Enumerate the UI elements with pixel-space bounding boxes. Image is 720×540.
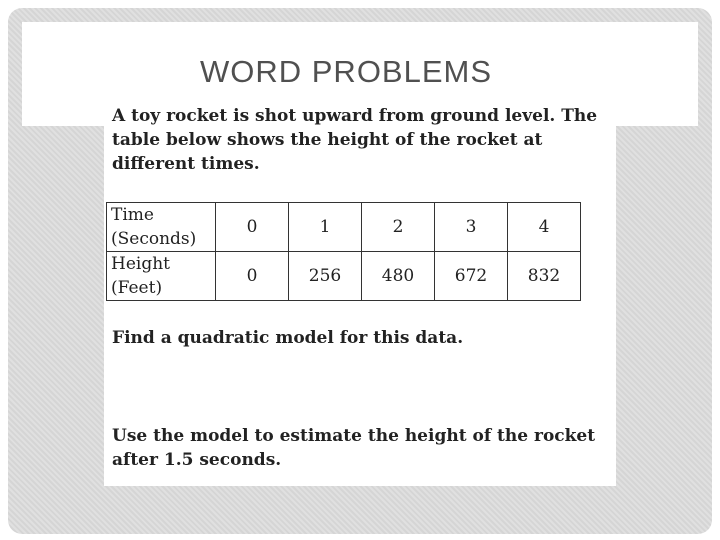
table-row: [107, 252, 581, 301]
table-cell: 0: [216, 252, 289, 301]
question-find-model: Find a quadratic model for this data.: [112, 328, 464, 348]
table-row: [107, 203, 581, 252]
table-cell: 480: [362, 252, 435, 301]
row-header: Time (Seconds): [107, 203, 216, 252]
intro-text: A toy rocket is shot upward from ground level. The table below shows the height of the rocket at different times.: [112, 106, 598, 174]
table-cell: 2: [362, 203, 435, 252]
table-cell: 672: [435, 252, 508, 301]
table-cell: 1: [289, 203, 362, 252]
table-cell: 3: [435, 203, 508, 252]
slide-title: WORD PROBLEMS: [200, 54, 493, 89]
table-cell: 4: [508, 203, 581, 252]
table-cell: 256: [289, 252, 362, 301]
table-cell: 832: [508, 252, 581, 301]
question-estimate-height: Use the model to estimate the height of the rocket after 1.5 seconds.: [112, 426, 596, 470]
table-cell: 0: [216, 203, 289, 252]
row-header: Height (Feet): [107, 252, 216, 301]
data-table: [106, 202, 581, 301]
problem-image: [104, 96, 616, 486]
